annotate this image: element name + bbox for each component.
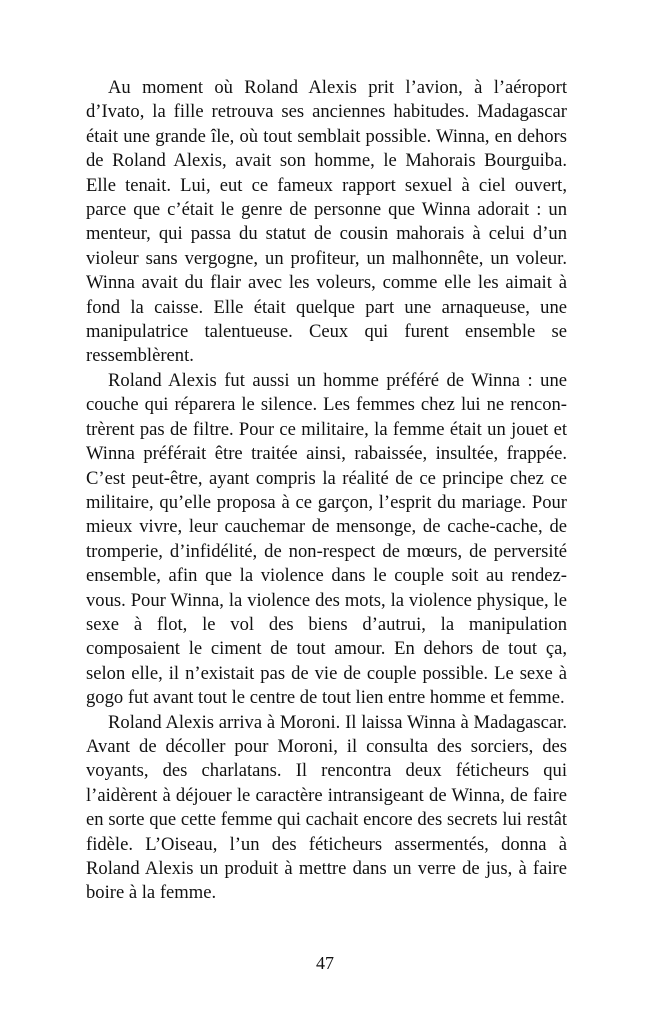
paragraph-2: Roland Alexis fut aussi un homme préféré de Winna : une couche qui réparera le silence. Les femmes chez lui ne rencontrèrent pas de filtre. Pour ce militaire, la femme était un jouet et Winna préférait être traitée ainsi, rabaissée, insultée, frappée. C’est peut-être, ayant compris la réalité de ce principe chez ce militaire, qu’elle proposa à ce garçon, l’esprit du mariage. Pour mieux vivre, leur cauchemar de mensonge, de cache-cache, de tromperie, d’infidélité, de non-respect de mœurs, de perversité ensemble, afin que la violence dans le couple soit au rendez-vous. Pour Winna, la violence des mots, la violence physique, le sexe à flot, le vol des biens d’autrui, la manipulation composaient le ciment de tout amour. En dehors de tout ça, selon elle, il n’existait pas de vie de couple possible. Le sexe à gogo fut avant tout le centre de tout lien entre homme et femme. (86, 369, 567, 709)
page-number: 47 (316, 953, 334, 973)
page-body (86, 76, 567, 906)
paragraph-3: Roland Alexis arriva à Moroni. Il laissa Winna à Madagascar. Avant de décoller pour Moroni, il consulta des sorciers, des voyants, des charlatans. Il rencontra deux féticheurs qui l’aidèrent à déjouer le caractère intransigeant de Winna, de faire en sorte que cette femme qui cachait encore des secrets lui restât fidèle. L’Oiseau, l’un des féticheurs assermentés, donna à Roland Alexis un produit à mettre dans un verre de jus, à faire boire à la femme. (86, 711, 567, 904)
paragraph-1: Au moment où Roland Alexis prit l’avion, à l’aéroport d’Ivato, la fille retrouva ses anciennes habitudes. Madagascar était une grande île, où tout semblait possible. Winna, en dehors de Roland Alexis, avait son homme, le Mahorais Bourguiba. Elle tenait. Lui, eut ce fameux rapport sexuel à ciel ouvert, parce que c’était le genre de personne que Winna adorait : un menteur, qui passa du statut de cousin mahorais à celui d’un violeur sans vergogne, un profiteur, un malhonnête, un voleur. Winna avait du flair avec les voleurs, comme elle les aimait à fond la caisse. Elle était quelque part une arnaqueuse, une manipulatrice talentueuse. Ceux qui furent ensemble se ressemblèrent. (86, 77, 567, 367)
